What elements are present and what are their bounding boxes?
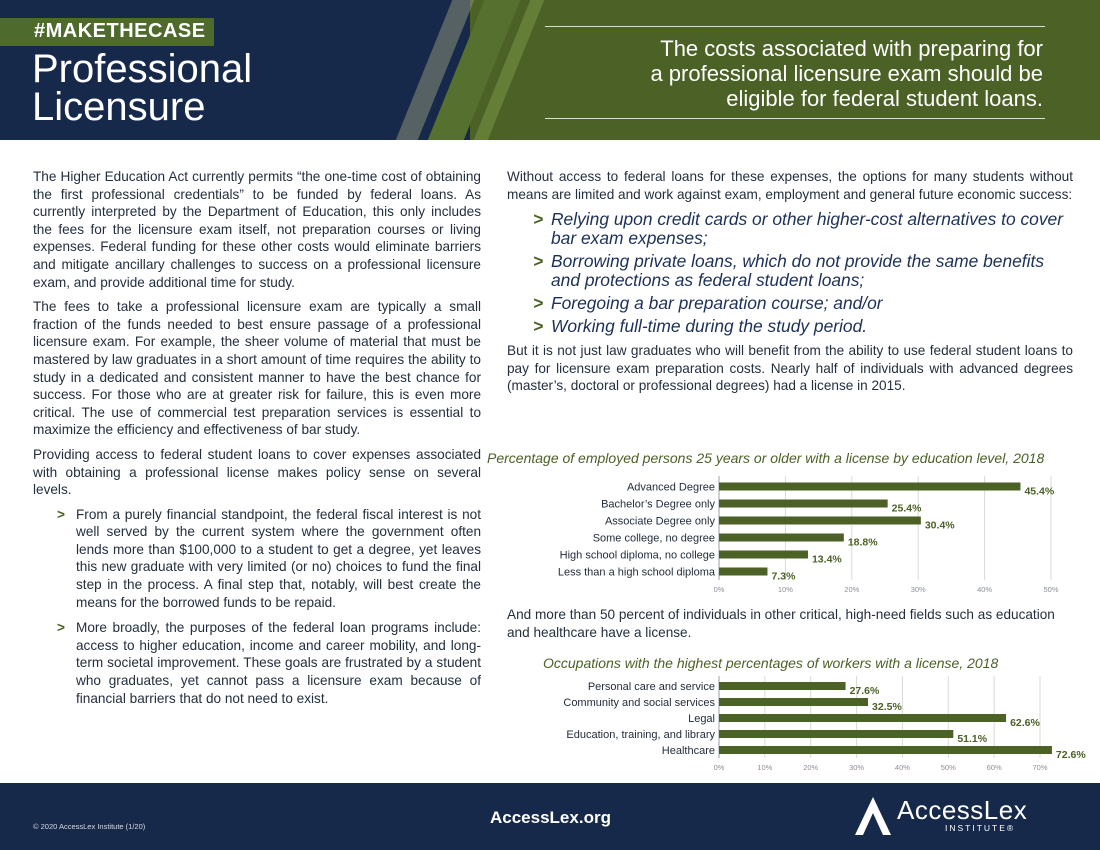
value-label: 62.6%: [1010, 717, 1040, 729]
body-paragraph: But it is not just law graduates who will benefit from the ability to use federal student loans to pay for licensure exam preparation costs. Nearly half of individuals with advanced degrees (master’s, doctoral or professional degrees) had a license in 2015.: [507, 343, 1073, 394]
x-tick-label: 20%: [803, 763, 819, 772]
body-paragraph: Without access to federal loans for these expenses, the options for many students without means are limited and work against exam, employment and general future economic success:: [507, 169, 1073, 202]
bar: [719, 568, 767, 576]
list-item: [533, 210, 1073, 248]
chart-title: Percentage of employed persons 25 years or older with a license by education level, 2018: [487, 450, 1045, 466]
category-label: Associate Degree only: [604, 515, 715, 528]
value-label: 72.6%: [1055, 749, 1086, 761]
logo-subtitle: [945, 823, 1015, 833]
x-tick-label: 60%: [986, 763, 1002, 772]
x-tick-label: 10%: [777, 585, 793, 594]
education-license-chart: [487, 472, 1087, 597]
chevron-right-icon: >: [533, 251, 544, 272]
logo-subtitle-text: INSTITUTE: [945, 823, 1007, 833]
list-item-text: From a purely financial standpoint, the federal fiscal interest is not well served by the current system where the government often lends more than $100,000 to a student to get a degree, yet leaves this new graduate with very limited (or no) choices to fund the final step in the process. A final step that, notably, will best create the means for the borrowed funds to be repaid.: [76, 506, 481, 610]
value-label: 32.5%: [872, 701, 902, 713]
bar: [719, 698, 868, 706]
body-paragraph: Providing access to federal student loans to cover expenses associated with obtaining a professional license makes policy sense on several levels.: [33, 446, 481, 498]
value-label: 30.4%: [924, 519, 955, 532]
bar: [719, 730, 953, 738]
x-tick-label: 0%: [713, 585, 725, 594]
x-tick-label: 10%: [757, 763, 773, 772]
logo-name: AccessLex: [897, 795, 1028, 825]
category-label: High school diploma, no college: [559, 549, 715, 562]
x-tick-label: 30%: [910, 585, 926, 594]
chevron-right-icon: >: [533, 316, 544, 337]
x-tick-label: 50%: [1043, 585, 1059, 594]
website-link[interactable]: AccessLex.org: [490, 808, 611, 827]
right-column: [507, 168, 1073, 402]
value-label: 45.4%: [1024, 485, 1055, 498]
list-item-text: Working full-time during the study period.: [551, 316, 868, 337]
list-item: [57, 506, 481, 612]
hashtag-label: #MAKETHECASE: [34, 20, 206, 42]
category-label: Less than a high school diploma: [557, 566, 715, 579]
body-paragraph: The Higher Education Act currently permits “the one-time cost of obtaining the first professional credentials” to be funded by federal loans. As currently interpreted by the Department of Education, this only includes the fees for the licensure exam itself, not preparation courses or living expenses. Federal funding for these other costs would eliminate barriers and mitigate ancillary challenges to success on a professional licensure exam, and provide additional time for study.: [33, 169, 481, 290]
value-label: 27.6%: [849, 685, 880, 697]
header-banner: [0, 0, 1100, 140]
x-tick-label: 0%: [713, 763, 725, 772]
tagline-line: The costs associated with preparing for: [660, 36, 1043, 61]
x-tick-label: 30%: [849, 763, 865, 772]
x-tick-label: 40%: [977, 585, 993, 594]
list-item-text: Relying upon credit cards or other higher-cost alternatives to cover bar exam expenses;: [551, 209, 1063, 249]
x-tick-label: 50%: [940, 763, 956, 772]
bar: [719, 483, 1020, 491]
list-item: [533, 317, 1073, 336]
category-label: Personal care and service: [587, 681, 715, 693]
bar: [719, 746, 1052, 754]
category-label: Some college, no degree: [592, 532, 715, 545]
category-label: Community and social services: [563, 697, 715, 709]
chevron-right-icon: >: [533, 293, 544, 314]
logo-mark-icon: [855, 797, 891, 835]
chevron-right-icon: >: [533, 209, 544, 230]
bar: [719, 517, 921, 525]
bar: [719, 534, 844, 542]
category-label: Healthcare: [661, 745, 715, 757]
value-label: 25.4%: [891, 502, 922, 515]
page-title-line: Licensure: [32, 85, 206, 129]
copyright-text: © 2020 AccessLex Institute (1/20): [33, 822, 146, 831]
list-item-text: Borrowing private loans, which do not provide the same benefits and protections as federal student loans;: [551, 251, 1045, 291]
policy-bullet-list: [57, 506, 481, 708]
occupation-license-chart: [487, 676, 1087, 776]
x-tick-label: 70%: [1032, 763, 1048, 772]
body-paragraph: And more than 50 percent of individuals in other critical, high-need fields such as education and healthcare have a license.: [507, 607, 1055, 640]
value-label: 51.1%: [957, 733, 988, 745]
category-label: Legal: [688, 713, 715, 725]
list-item: [57, 619, 481, 707]
category-label: Education, training, and library: [566, 729, 715, 741]
bar: [719, 500, 888, 508]
body-paragraph: The fees to take a professional licensure exam are typically a small fraction of the funds needed to best ensure passage of a professional licensure exam. For example, the sheer volume of material that must be mastered by law graduates in a short amount of time requires the ability to study in a dedicated and consistent manner to have the best chance for success. For those who are at greater risk for failure, this is even more critical. The use of commercial test preparation services is essential to maximize the efficiency and effectiveness of bar study.: [33, 299, 481, 438]
category-label: Advanced Degree: [626, 481, 715, 494]
chart-title: Occupations with the highest percentages of workers with a license, 2018: [543, 655, 999, 671]
chevron-right-icon: >: [57, 620, 65, 636]
list-item: [533, 294, 1073, 313]
category-label: Bachelor’s Degree only: [601, 498, 715, 511]
value-label: 18.8%: [847, 536, 878, 549]
list-item: [533, 252, 1073, 290]
accesslex-logo: [855, 795, 1055, 837]
tagline-line: a professional licensure exam should be: [650, 61, 1043, 86]
page-title-line: Professional: [32, 47, 253, 91]
bar: [719, 682, 846, 690]
list-item-text: Foregoing a bar preparation course; and/or: [551, 293, 883, 314]
x-tick-label: 20%: [844, 585, 860, 594]
page-title: [32, 47, 253, 129]
registered-mark: ®: [1006, 823, 1016, 833]
options-bullet-list: [533, 210, 1073, 336]
bar: [719, 551, 808, 559]
tagline-rule-top: [545, 26, 1045, 27]
list-item-text: More broadly, the purposes of the federal loan programs include: access to higher education, income and career mobility, and long-term societal improvement. These goals are frustrated by a student who graduates, yet cannot pass a licensure exam because of financial barriers that do not need to exist.: [76, 620, 481, 706]
value-label: 7.3%: [771, 570, 796, 583]
tagline-line: eligible for federal student loans.: [726, 86, 1043, 111]
value-label: 13.4%: [811, 553, 842, 566]
tagline-rule-bottom: [545, 118, 1045, 119]
left-column: [33, 168, 481, 715]
x-tick-label: 40%: [894, 763, 910, 772]
chevron-right-icon: >: [57, 506, 65, 522]
tagline: [548, 36, 1043, 111]
bar: [719, 714, 1006, 722]
